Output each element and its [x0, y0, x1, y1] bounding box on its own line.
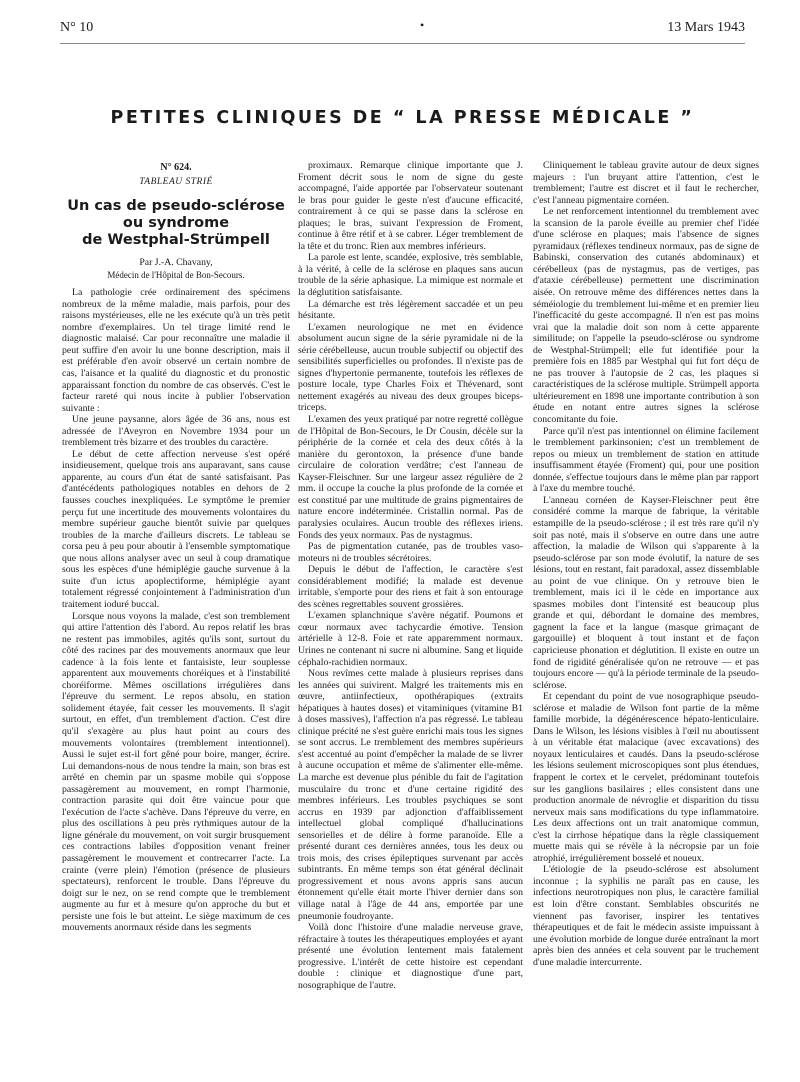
article-title: [62, 198, 290, 249]
issue-number: N° 10: [60, 20, 94, 35]
issue-date: 13 Mars 1943: [667, 20, 745, 35]
section-banner: PETITES CLINIQUES DE “ LA PRESSE MÉDICALE ”: [110, 108, 695, 128]
paragraph: L'examen neurologique ne met en évidence absolument aucun signe de la série pyramidale ni de la série cérébelleuse, aucun trouble subjectif ou objectif des sensibilités superficielles ou profondes. Il n'existe pas de signes d'hypertonie permanente, toutefois les réflexes de posture locale, type Charles Foix et Thévenard, sont nettement exagérés au niveau des deux groupes biceps-triceps.: [298, 321, 523, 414]
page-header: [60, 20, 745, 40]
paragraph: Pas de pigmentation cutanée, pas de troubles vaso-moteurs ni de troubles sécrétoires.: [298, 541, 523, 564]
article-number: N° 624.: [160, 162, 192, 173]
column-3: [533, 160, 759, 1064]
article-section: TABLEAU STRIÉ: [139, 176, 213, 187]
paragraph: Voilà donc l'histoire d'une maladie nerveuse grave, réfractaire à toutes les thérapeutiques employées et ayant présenté une évolution lentement mais fatalement progressive. L'intérêt de cette histoire est cependant double : clinique et diagnostique d'une part, nosographique de l'autre.: [298, 922, 523, 991]
header-dot: •: [420, 18, 425, 32]
paragraph: L'étiologie de la pseudo-sclérose est absolument inconnue ; la syphilis ne paraît pas en cause, les infections neurotropiques non plus, le caractère familial est loin d'être constant. Semblables obscurités ne viennent pas favoriser, inspirer les tentatives thérapeutiques et de fait le médecin assiste impuissant à une évolution morbide de longue durée entraînant la mort après bien des années et cela souvent par le truchement d'une maladie intercurrente.: [533, 864, 759, 968]
paragraph: La pathologie crée ordinairement des spécimens nombreux de la même maladie, mais parfois, pour des raisons mystérieuses, elle ne les exécute qu'à un très petit nombre d'exemplaires. Un tel tirage limité rend le diagnostic malaisé. Car pour reconnaître une maladie il peut suffire d'en avoir lu une bonne description, mais il est préférable d'en avoir observé un certain nombre de cas, l'aisance et la qualité du diagnostic et du pronostic apparaissant fonction du nombre de cas observés. C'est le facteur rareté qui nous incite à publier l'observation suivante :: [62, 287, 290, 414]
column-2-text: [298, 160, 523, 991]
paragraph: Le net renforcement intentionnel du tremblement avec la scansion de la parole éveille au premier chef l'idée d'une sclérose en plaques; mais l'absence de signes pyramidaux (réflexes tendineux normaux, pas de signe de Babinski, conservation des cutanés abdominaux) et cérébelleux (pas de nystagmus, pas de vertiges, pas d'ataxie cérébelleuse) permettent une discrimination aisée. On retrouve même des différences nettes dans la séméiologie du tremblement lui-même et en premier lieu l'inefficacité du geste accompagné. Il n'en est pas moins vrai que la maladie doit son nom à cette apparente similitude; on l'appelle la pseudo-sclérose ou syndrome de Westphal-Strümpell; elle fut identifiée pour la première fois en 1885 par Westphal qui fut fort déçu de ne pas trouver à l'autopsie de 2 cas, les plaques si caractéristiques de la sclérose multiple. Strümpell apporta ultérieurement en 1898 une importante contribution à son étude en notant entre autres signes la sclérose concomitante du foie.: [533, 206, 759, 426]
header-rule: [60, 43, 745, 44]
paragraph: Nous revîmes cette malade à plusieurs reprises dans les années qui suivirent. Malgré les traitements mis en œuvre, antiinfectieux, opothérapiques (extraits hépatiques à hautes doses) et vitaminiques (vitamine B1 à doses massives), l'affection n'a pas régressé. Le tableau clinique précité ne s'est guère enrichi mais tous les signes se sont accrus. Le tremblement des membres supérieurs s'est accentué au point d'empêcher la malade de se livrer à aucune occupation et même de s'alimenter elle-même. La marche est devenue plus pénible du fait de l'agitation musculaire du tronc et d'une certaine rigidité des membres inférieurs. Les troubles psychiques se sont accrus en 1939 par adjonction d'affaiblissement intellectuel global compliqué d'hallucinations sensorielles et de délire à forme paranoïde. Elle a présenté durant ces dernières années, tous les deux ou trois mois, des crises épileptiques survenant par accès subintrants. En même temps son état général déclinait progressivement et nous avons appris sans aucun étonnement qu'elle était morte l'hiver dernier dans son village natal à l'âge de 44 ans, emportée par une pneumonie foudroyante.: [298, 668, 523, 922]
column-1-text: [62, 287, 290, 934]
title-line: de Westphal-Strümpell: [82, 232, 270, 249]
author-affiliation: Médecin de l'Hôpital de Bon-Secours.: [107, 269, 245, 280]
paragraph: Et cependant du point de vue nosographique pseudo-sclérose et maladie de Wilson font partie de la même famille morbide, la dégénérescence hépato-lenticulaire. Dans le Wilson, les lésions visibles à l'œil nu aboutissent à un véritable état malacique (avec excavations) des noyaux lenticulaires et caudés. Dans la pseudo-sclérose les lésions seulement microscopiques sont plus étendues, frappent le cortex et le cervelet, prédominant toutefois sur les ganglions basilaires ; elles consistent dans une production anormale de névroglie et disparition du tissu nerveux mais sans modifications du type inflammatoire. Les deux affections ont un trait anatomique commun, c'est la cirrhose hépatique dans la règle classiquement muette mais qui se révèle à la nécropsie par un foie atrophié, irrégulièrement bosselé et noueux.: [533, 691, 759, 864]
paragraph: L'examen splanchnique s'avère négatif. Poumons et cœur normaux avec tachycardie émotive. Tension artérielle à 12-8. Foie et rate apparemment normaux. Urines ne contenant ni sucre ni albumine. Sang et liquide céphalo-rachidien normaux.: [298, 610, 523, 668]
paragraph: La démarche est très légèrement saccadée et un peu hésitante.: [298, 298, 523, 322]
title-line: Un cas de pseudo-sclérose: [67, 198, 285, 215]
paragraph: Le début de cette affection nerveuse s'est opéré insidieusement, quelque trois ans auparavant, sans cause apparente, au cours d'un état de santé satisfaisant. Pas d'antécédents pathologiques notables en dehors de 2 fausses couches inexpliquées. Le symptôme le premier perçu fut une incertitude des mouvements volontaires du membre supérieur gauche bientôt suivie par quelques troubles de la marche d'ailleurs discrets. Le tableau se corsa peu à peu pour aboutir à l'ensemble symptomatique que nous allons analyser avec un seul à coup dramatique sous les espèces d'une hémiplégie gauche survenue à la suite d'un ictus apoplectiforme, hémiplégie ayant totalement régressé conjointement à l'administration d'un traitement ioduré buccal.: [62, 448, 290, 610]
article-header: [62, 160, 290, 281]
paragraph: proximaux. Remarque clinique importante que J. Froment décrit sous le nom de signe du geste accompagné, l'aide apportée par l'observateur soutenant le bras pour guider le geste n'est d'aucune efficacité, contrairement à ce qui se passe dans la sclérose en plaques; le bras, suivant l'expression de Froment, continue à être rétif et à se cabrer. Léger tremblement de la tête et du tronc. Rien aux membres inférieurs.: [298, 160, 523, 252]
article-author: Par J.-A. Chavany,: [139, 257, 213, 269]
paragraph: Parce qu'il n'est pas intentionnel on élimine facilement le tremblement parkinsonien; c'est un tremblement de repos ou mieux un tremblement de station en attitude insuffisamment étayée (Froment) qui, pour une position donnée, s'effectue toujours dans le même plan par rapport à l'axe du membre touché.: [533, 425, 759, 495]
title-line: ou syndrome: [122, 215, 230, 232]
paragraph: La parole est lente, scandée, explosive, très semblable, à la vérité, à celle de la sclérose en plaques sans aucun trouble de la série aphasique. La mimique est normale et la déglutition satisfaisante.: [298, 252, 523, 299]
column-2: [298, 160, 523, 1064]
paragraph: Une jeune paysanne, alors âgée de 36 ans, nous est adressée de l'Aveyron en Novembre 1934 pour un tremblement très bizarre et des troubles du caractère.: [62, 414, 290, 449]
paragraph: L'anneau cornéen de Kayser-Fleischner peut être considéré comme la marque de fabrique, la véritable estampille de la pseudo-sclérose ; il est très rare qu'il n'y soit pas noté, mais il s'observe en outre dans une autre affection, la maladie de Wilson qui s'apparente à la pseudo-sclérose par son mode évolutif, la nature de ses lésions, tout en restant, fait paradoxal, assez dissemblable au point de vue clinique. On y retrouve bien le tremblement, mais ici il le cède en importance aux spasmes mobiles dont l'intensité est beaucoup plus grande et qui, débordant le domaine des membres, gagnent la face et la langue (masque grimaçant de gargouille) et bloquent à tout instant et de façon capricieuse phonation et déglutition. Il existe en outre un fond de rigidité généralisée qu'on ne retrouve — et pas toujours encore — qu'à la période terminale de la pseudo-sclérose.: [533, 494, 759, 691]
column-1: [62, 160, 290, 1064]
paragraph: Depuis le début de l'affection, le caractère s'est considérablement modifié; la malade est devenue irritable, s'emporte pour des riens et fait à son entourage des scènes regrettables souvent grossières.: [298, 564, 523, 610]
paragraph: Lorsque nous voyons la malade, c'est son tremblement qui attire l'attention dès l'abord. Au repos relatif les bras ne restent pas immobiles, agités qu'ils sont, surtout du côté des racines par des mouvements anormaux que leur cadence à la fois lente et fantaisiste, leur souplesse apparentent aux mouvements choréiques et à l'instabilité choréiforme. Mêmes oscillations irrégulières dans l'épreuve du serment. Le repos absolu, en station solidement étayée, fait cesser les mouvements. Il s'agit surtout, en effet, d'un tremblement d'action. C'est dire qu'il s'exagère au plus haut point au cours des mouvements volontaires (tremblement intentionnel). Aussi le sujet est-il fort gêné pour boire, manger, écrire. Lui demandons-nous de nous tendre la main, son bras est arrêté en chemin par un spasme mobile qui s'oppose passagèrement au mouvement, en rompt l'harmonie, contraction parasite qui doit être vaincue pour que l'exécution de l'acte s'achève. Dans l'épreuve du verre, en plus des oscillations à peu près rythmiques autour de la ligne générale du mouvement, on voit surgir brusquement ces contractions labiles d'opposition venant freiner passagèrement le mouvement et contrecarrer l'acte. La crainte (verre plein) l'émotion (présence de plusieurs spectateurs), renforcent le trouble. Dans l'épreuve du doigt sur le nez, on se rend compte que le tremblement augmente au fur et à mesure qu'on approche du but et persiste une fois le but atteint. Le siège maximum de ces mouvements anormaux réside dans les segments: [62, 610, 290, 934]
paragraph: Cliniquement le tableau gravite autour de deux signes majeurs : l'un bruyant attire l'attention, c'est le tremblement; l'autre est discret et il faut le rechercher, c'est l'anneau pigmentaire cornéen.: [533, 160, 759, 206]
paragraph: L'examen des yeux pratiqué par notre regretté collègue de l'Hôpital de Bon-Secours, le Dr Cousin, décèle sur la périphérie de la cornée et cela des deux côtés à la manière du gerontoxon, la présence d'une bande circulaire de coloration verdâtre; c'est l'anneau de Kayser-Fleischner. Sur une largeur assez régulière de 2 mm. il occupe la couche la plus profonde de la cornée et est constitué par une multitude de grains pigmentaires de nature encore indéterminée. Cristallin normal. Pas de paralysies oculaires. Aucun trouble des réflexes iriens. Fonds des yeux normaux. Pas de nystagmus.: [298, 414, 523, 541]
column-3-text: [533, 160, 759, 968]
